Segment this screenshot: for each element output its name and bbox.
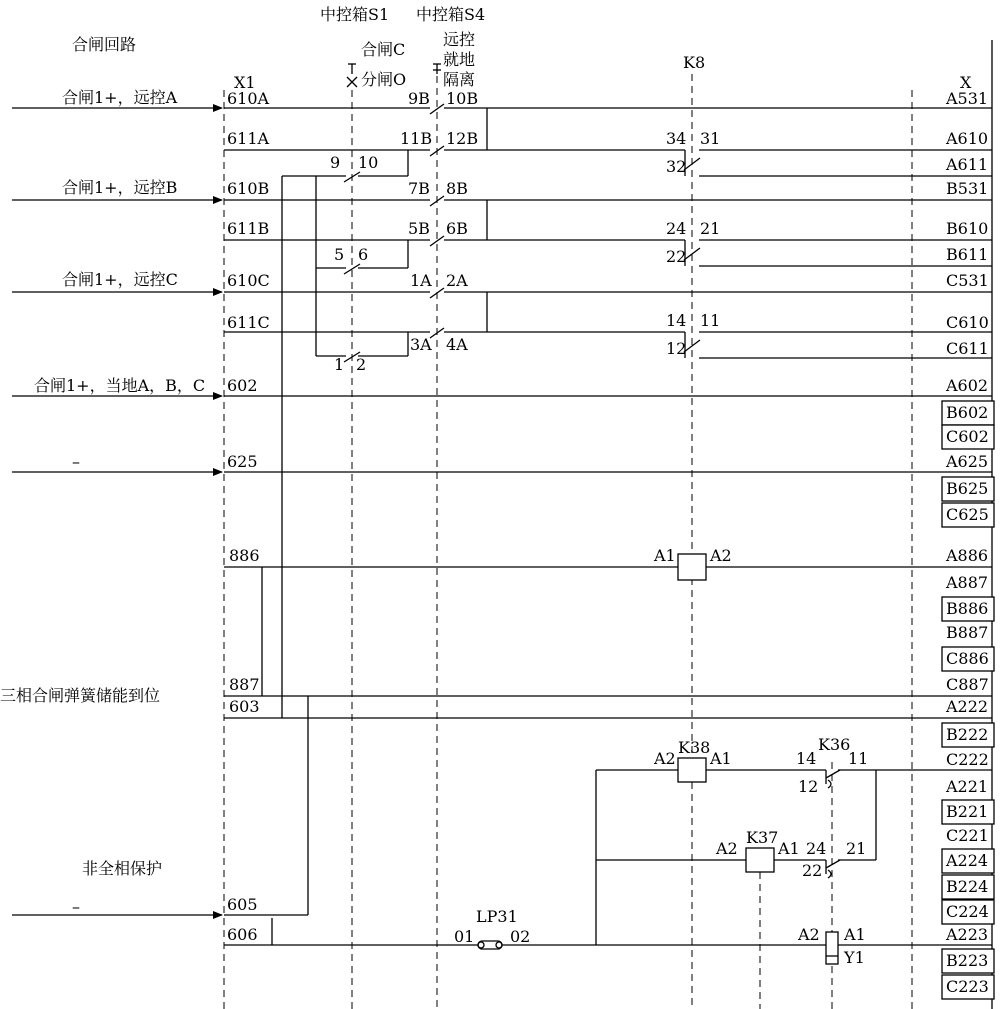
s4-remote-label: 远控 [443, 30, 476, 49]
x-terminal-label: A223 [946, 925, 989, 944]
svg-text:10B: 10B [446, 89, 479, 108]
svg-text:5B: 5B [408, 219, 430, 238]
input-row-602 [12, 376, 258, 396]
svg-text:24: 24 [666, 219, 687, 238]
svg-text:12: 12 [666, 339, 687, 358]
svg-text:11: 11 [848, 749, 869, 768]
non-full-phase-wiring [224, 770, 992, 945]
svg-text:A2: A2 [798, 925, 820, 944]
input-row-887 [0, 675, 260, 705]
x-terminal-label: A222 [946, 697, 989, 716]
svg-text:12: 12 [798, 777, 819, 796]
x1-terminal-label: 605 [227, 895, 258, 914]
svg-text:14: 14 [666, 311, 687, 330]
input-row-605 [12, 895, 258, 916]
x-terminal-label: A602 [946, 376, 989, 395]
s4-isolate-label: 隔离 [443, 70, 476, 89]
svg-text:02: 02 [510, 927, 531, 946]
x-terminal-label: C221 [946, 826, 989, 845]
svg-text:2: 2 [356, 355, 367, 374]
x-terminal-label: B886 [946, 599, 989, 618]
x-title: X [960, 73, 972, 92]
svg-text:A1: A1 [844, 925, 866, 944]
x-terminal-label: B611 [946, 245, 989, 264]
svg-text:2A: 2A [446, 271, 468, 290]
svg-text:21: 21 [846, 839, 867, 858]
x-terminal-label: B223 [946, 951, 989, 970]
x-terminal-label: C886 [946, 649, 989, 668]
svg-text:A1: A1 [778, 839, 800, 858]
input-row-610B [12, 178, 269, 200]
s4-local-label: 就地 [443, 50, 476, 69]
s1-selector-symbol [347, 64, 357, 87]
input-label: 合闸1+，远控C [62, 270, 178, 289]
x1-terminal-label: 611B [227, 219, 270, 238]
svg-text:31: 31 [700, 129, 721, 148]
svg-text:7B: 7B [408, 179, 430, 198]
k8-coil [653, 546, 732, 580]
x-terminal-label: A887 [946, 573, 989, 592]
svg-text:4A: 4A [446, 335, 468, 354]
s1-title: 中控箱S1 [320, 5, 390, 24]
svg-text:5: 5 [334, 245, 345, 264]
section-label-non-full-phase: 非全相保护 [82, 859, 163, 878]
svg-text:6: 6 [358, 245, 369, 264]
x-terminal-label: C222 [946, 750, 989, 769]
x1-terminal-label: 606 [227, 925, 258, 944]
x-terminal-label: C223 [946, 977, 989, 996]
s4-selector-symbol [433, 64, 441, 74]
svg-text:11B: 11B [400, 129, 433, 148]
x-terminal-strip [942, 89, 994, 999]
x-terminal-label: A611 [946, 155, 989, 174]
x-terminal-label: B222 [946, 725, 989, 744]
x-terminal-label: B887 [946, 623, 989, 642]
svg-text:3A: 3A [410, 335, 432, 354]
svg-text:12B: 12B [446, 129, 479, 148]
svg-text:K36: K36 [818, 735, 851, 754]
x-terminal-label: B625 [946, 479, 989, 498]
x1-terminal-label: 625 [227, 452, 258, 471]
s4-title: 中控箱S4 [416, 5, 486, 24]
x-terminal-label: A221 [946, 777, 989, 796]
svg-text:32: 32 [666, 157, 687, 176]
k8-title: K8 [683, 53, 706, 72]
circuit-title: 合闸回路 [72, 35, 137, 54]
svg-text:24: 24 [806, 839, 827, 858]
svg-text:9B: 9B [408, 89, 430, 108]
x-terminal-label: A886 [946, 546, 989, 565]
x-terminal-label: A625 [946, 452, 989, 471]
s1-open-label: 分闸O [361, 70, 407, 89]
s1-contact-labels [330, 153, 378, 374]
x-terminal-label: B221 [946, 802, 989, 821]
svg-text:K38: K38 [678, 738, 711, 757]
svg-text:A2: A2 [716, 839, 738, 858]
x-terminal-label: B531 [946, 179, 989, 198]
svg-text:A1: A1 [710, 749, 732, 768]
x-terminal-label: A531 [946, 89, 989, 108]
s4-contact-labels [400, 89, 478, 354]
lp31-link [454, 907, 530, 949]
x-terminal-label: C531 [946, 271, 989, 290]
x-terminal-label: C602 [946, 427, 989, 446]
svg-text:9: 9 [330, 153, 341, 172]
input-row-610C [12, 270, 270, 292]
svg-text:A2: A2 [710, 546, 732, 565]
svg-text:K37: K37 [746, 828, 779, 847]
svg-text:1A: 1A [410, 271, 432, 290]
svg-text:8B: 8B [446, 179, 468, 198]
svg-text:LP31: LP31 [476, 907, 518, 926]
svg-text:1: 1 [334, 355, 345, 374]
input-row-625 [12, 452, 258, 472]
x-terminal-label: C611 [946, 339, 989, 358]
input-label: 三相合闸弹簧储能到位 [0, 686, 161, 705]
x1-terminal-label: 603 [229, 697, 260, 716]
svg-text:6B: 6B [446, 219, 468, 238]
x-terminal-label: A610 [946, 129, 989, 148]
x1-terminal-label: 886 [229, 546, 260, 565]
svg-text:22: 22 [802, 861, 823, 880]
svg-text:21: 21 [700, 219, 721, 238]
input-label: 合闸1+，当地A，B，C [34, 376, 206, 395]
svg-text:10: 10 [358, 153, 379, 172]
x-terminal-label: C887 [946, 675, 989, 694]
x-terminal-label: C625 [946, 505, 989, 524]
svg-text:22: 22 [666, 247, 687, 266]
svg-text:34: 34 [666, 129, 687, 148]
k38-coil [653, 738, 732, 782]
svg-text:Y1: Y1 [844, 948, 865, 967]
x-terminal-label: B602 [946, 403, 989, 422]
input-label: 合闸1+，远控B [62, 178, 178, 197]
x1-terminal-label: 610B [227, 179, 270, 198]
x1-terminal-label: 602 [227, 376, 258, 395]
x-terminal-label: C610 [946, 313, 989, 332]
k37-coil [715, 828, 800, 872]
x1-terminal-label: 887 [229, 675, 260, 694]
x1-terminal-label: 611C [227, 313, 270, 332]
svg-text:01: 01 [454, 927, 475, 946]
input-label: 合闸1+，远控A [62, 88, 178, 107]
wire-row-C [224, 292, 992, 358]
x1-title: X1 [234, 73, 256, 92]
input-row-610A [12, 88, 270, 108]
svg-text:11: 11 [700, 311, 721, 330]
svg-text:14: 14 [796, 749, 817, 768]
x1-terminal-label: 611A [227, 129, 270, 148]
x1-terminal-label: 610C [227, 271, 270, 290]
svg-text:A1: A1 [654, 546, 676, 565]
x-terminal-label: C224 [946, 902, 989, 921]
x-terminal-label: A224 [946, 851, 989, 870]
x-terminal-label: B610 [946, 219, 989, 238]
x-terminal-label: B224 [946, 877, 989, 896]
input-label: – [72, 897, 80, 916]
s1-close-label: 合闸C [361, 40, 406, 59]
input-label: – [72, 452, 80, 471]
y1-coil [797, 925, 866, 967]
x1-terminal-label: 610A [227, 89, 270, 108]
svg-text:A2: A2 [654, 749, 676, 768]
